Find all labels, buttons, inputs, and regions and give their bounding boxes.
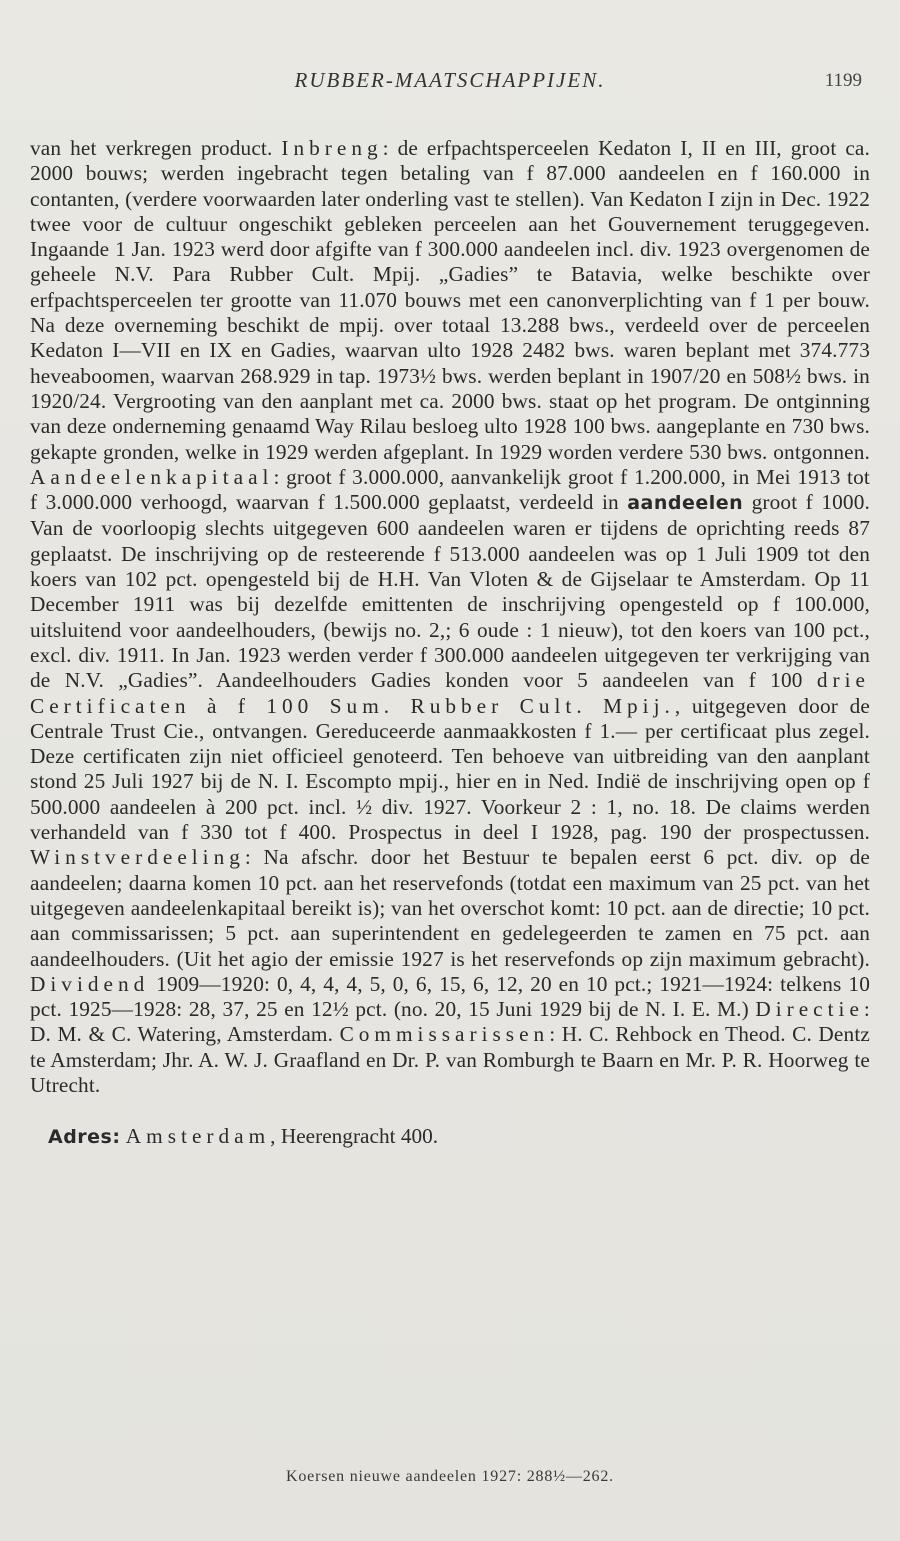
text-run: : de erfpachtsperceelen Kedaton I, II en III, groot ca. 2000 bouws; werden ingebracht tegen betaling van f 87.000 aandeelen en f 160.000 in contanten, (verdere voorwaarden later onderling vast te stellen). Van Kedaton I zijn in Dec. 1922 twee voor de cultuur ongeschikt gebleken perceelen aan het Gouvernement teruggegeven. Ingaande 1 Jan. 1923 werd door afgifte van f 300.000 aandeelen incl. div. 1923 overgenomen de geheele N.V. Para Rubber Cult. Mpij. „Gadies” te Batavia, welke beschikte over erfpachtsperceelen ter grootte van 11.070 bouws met een canonverplichting van f 1 per bouw. Na deze overneming beschikt de mpij. over totaal 13.288 bws., verdeeld over de perceelen Kedaton I—VII en IX en Gadies, waarvan ulto 1928 2482 bws. waren beplant met 374.773 heveaboomen, waarvan 268.929 in tap. 1973½ bws. werden beplant in 1907/20 en 508½ bws. in 1920/24. Vergrooting van den aanplant met ca. 2000 bws. staat op het program. De ontginning van deze onderneming genaamd Way Rilau besloeg ulto 1928 100 bws. aangeplante en 730 bws. gekapte gronden, welke in 1929 werden afgeplant. In 1929 worden verdere 530 bws. ontgonnen. bbox=[30, 136, 870, 464]
address-city: Amsterdam bbox=[125, 1123, 271, 1148]
text-run: : H. C. Rehbock en Theod. C. Dentz te Amsterdam; Jhr. A. W. J. Graafland en Dr. P. van Romburgh te Baarn en Mr. P. R. Hoorweg te Utrecht. bbox=[30, 1022, 870, 1097]
section-heading-directie: Directie bbox=[755, 997, 864, 1022]
text-run: 1909—1920: 0, 4, 4, 4, 5, 0, 6, 15, 6, 12, 20 en 10 pct.; 1921—1924: telkens 10 pct. 1925—1928: 28, 37, 25 en 12½ pct. (no. 20, 15 Juni 1929 bij de N. I. E. M.) bbox=[30, 971, 870, 1022]
section-heading-dividend: Dividend bbox=[30, 971, 150, 996]
article-body bbox=[30, 136, 870, 1098]
page-title: RUBBER-MAATSCHAPPIJEN. bbox=[294, 68, 606, 92]
main-paragraph bbox=[30, 136, 870, 1098]
text-run: van het verkregen product. bbox=[30, 136, 282, 160]
emphasis-aandeelen: aandeelen bbox=[627, 492, 744, 515]
text-run: groot f 1000. Van de voorloopig slechts uitgegeven 600 aandeelen waren er tijdens de oprichting reeds 87 geplaatst. De inschrijving op de resteerende f 513.000 aandeelen was op 1 Juli 1909 tot den koers van 102 pct. opengesteld bij de H.H. Van Vloten & de Gijselaar te Amsterdam. Op 11 December 1911 was bij dezelfde emittenten de inschrijving opengesteld op f 100.000, uitsluitend voor aandeelhouders, (bewijs no. 2,; 6 oude : 1 nieuw), tot den koers van 100 pct., excl. div. 1911. In Jan. 1923 werden verder f 300.000 aandeelen uitgegeven ter verkrijging van de N.V. „Gadies”. Aandeelhouders Gadies konden voor 5 aandeelen van f 100 bbox=[30, 490, 870, 693]
section-heading-winstverdeeling: Winstverdeeling bbox=[30, 845, 245, 870]
footnote: Koersen nieuwe aandeelen 1927: 288½—262. bbox=[286, 1468, 614, 1485]
section-heading-commissarissen: Commissarissen bbox=[339, 1022, 550, 1047]
section-heading-inbreng: Inbreng bbox=[281, 136, 383, 160]
text-run: : D. M. & C. Watering, Amsterdam. bbox=[30, 997, 870, 1047]
address-line bbox=[30, 1124, 870, 1150]
page-number: 1199 bbox=[824, 70, 862, 91]
emphasis-certificaten: drie Certificaten à f 100 Sum. Rubber Cult. Mpij. bbox=[30, 668, 870, 718]
text-run: : Na afschr. door het Bestuur te bepalen eerst 6 pct. div. op de aandeelen; daarna komen 10 pct. aan het reservefonds (totdat een maximum van 25 pct. van het uitgegeven aandeelenkapitaal bereikt is); van het overschot komt: 10 pct. aan de directie; 10 pct. aan commissarissen; 5 pct. aan superintendent en gedelegeerden te zamen en 75 pct. aan aandeelhouders. (Uit het agio der emissie 1927 is het reservefonds op zijn maximum gebracht). bbox=[30, 845, 870, 971]
running-header bbox=[30, 62, 870, 106]
section-heading-aandeelenkapitaal: Aandeelenkapitaal bbox=[30, 464, 274, 489]
address-street: , Heerengracht 400. bbox=[270, 1123, 439, 1148]
text-run: , uitgegeven door de Centrale Trust Cie., ontvangen. Gereduceerde aanmaakkosten f 1.— per certificaat plus zegel. Deze certificaten zijn niet officieel genoteerd. Ten behoeve van uitbreiding van den aanplant stond 25 Juli 1927 bij de N. I. Escompto mpij., hier en in Ned. Indië de inschrijving open op f 500.000 aandeelen à 200 pct. incl. ½ div. 1927. Voorkeur 2 : 1, no. 18. De claims werden verhandeld van f 330 tot f 400. Prospectus in deel I 1928, pag. 190 der prospectussen. bbox=[30, 693, 871, 845]
address-label: Adres: bbox=[48, 1125, 121, 1148]
text-run: : groot f 3.000.000, aanvankelijk groot f 1.200.000, in Mei 1913 tot f 3.000.000 verhoogd, waarvan f 1.500.000 geplaatst, verdeeld in bbox=[30, 464, 870, 515]
